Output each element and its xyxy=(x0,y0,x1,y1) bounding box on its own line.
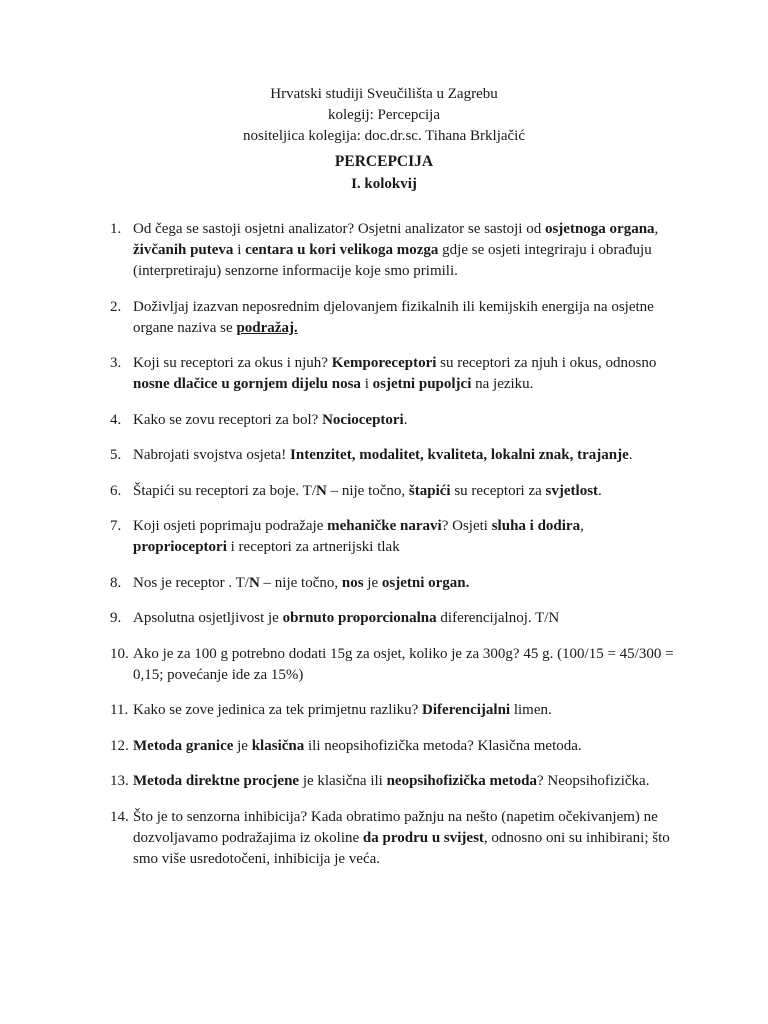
emphasized-text: nos xyxy=(341,574,364,591)
question-number: 1. xyxy=(110,221,122,237)
lecturer-line: nositeljica kolegija: doc.dr.sc. Tihana Brkljačić xyxy=(242,128,526,144)
text-segment: na jeziku. xyxy=(471,376,534,392)
text-segment: Nabrojati svojstva osjeta! xyxy=(133,447,291,463)
question-item xyxy=(0,644,768,686)
emphasized-text: osjetni organ. xyxy=(381,574,470,591)
emphasized-text: osjetni pupoljci xyxy=(372,376,472,392)
text-segment: – nije točno, xyxy=(326,482,409,499)
document-titles xyxy=(0,151,768,195)
emphasized-text: nosne dlačice u gornjem dijelu nosa xyxy=(133,376,361,392)
text-segment: – nije točno, xyxy=(259,574,342,591)
question-item xyxy=(0,297,768,339)
question-number: 11. xyxy=(110,702,129,718)
text-segment: limen. xyxy=(510,702,552,718)
question-text xyxy=(133,481,678,502)
text-segment: ? Osjeti xyxy=(441,518,492,534)
question-item xyxy=(0,410,768,431)
text-segment: Nos je receptor . T/ xyxy=(133,574,249,591)
text-segment: je xyxy=(233,737,252,754)
emphasized-text: N xyxy=(248,574,260,591)
emphasized-text: podražaj. xyxy=(236,319,298,336)
course-line: kolegij: Percepcija xyxy=(327,107,441,123)
question-number: 12. xyxy=(110,737,129,754)
text-segment: Od čega se sastoji osjetni analizator? Osjetni analizator se sastoji od xyxy=(133,221,545,237)
question-number: 2. xyxy=(110,298,122,315)
document-title: PERCEPCIJA xyxy=(334,153,434,170)
emphasized-text: centara u kori velikoga mozga xyxy=(245,242,439,258)
emphasized-text: da prodru u svijest xyxy=(362,829,484,846)
document-header xyxy=(0,84,768,147)
question-number: 8. xyxy=(110,574,122,591)
question-text xyxy=(133,516,678,558)
text-segment: i xyxy=(233,242,246,258)
text-segment: Koji su receptori za okus i njuh? xyxy=(133,355,332,371)
question-text xyxy=(133,297,678,339)
text-segment: je klasična ili xyxy=(299,773,387,789)
text-segment: Što je to senzorna inhibicija? Kada obratimo pažnju na nešto (napetim očekivanjem) ne dozvoljavamo podražajima iz okoline xyxy=(133,808,658,846)
question-number: 4. xyxy=(110,411,122,428)
question-text xyxy=(133,700,678,721)
question-text xyxy=(133,608,678,629)
text-segment: , odnosno oni su inhibirani; što smo više usredotočeni, inhibicija je veća. xyxy=(133,829,670,867)
question-text xyxy=(133,353,678,395)
text-segment: je xyxy=(363,574,382,591)
emphasized-text: neopsihofizička metoda xyxy=(386,773,537,789)
question-number: 5. xyxy=(110,447,122,463)
emphasized-text: Metoda direktne procjene xyxy=(133,773,300,789)
emphasized-text: proprioceptori xyxy=(133,539,227,555)
question-item xyxy=(0,481,768,502)
question-item xyxy=(0,219,768,282)
text-segment: Kako se zovu receptori za bol? xyxy=(133,411,323,428)
question-number: 9. xyxy=(110,610,122,626)
text-segment: , xyxy=(580,518,584,534)
text-segment: gdje se osjeti integriraju i obrađuju (interpretiraju) senzorne informacije koje smo primili. xyxy=(133,242,652,279)
emphasized-text: osjetnoga organa xyxy=(544,221,655,237)
question-text xyxy=(133,771,678,792)
text-segment: Doživljaj izazvan neposrednim djelovanjem fizikalnih ili kemijskih energija na osjetne organe naziva se xyxy=(133,298,654,336)
emphasized-text: Kemporeceptori xyxy=(331,355,437,371)
text-segment: Štapići su receptori za boje. T/ xyxy=(133,482,316,499)
text-segment: . xyxy=(628,447,633,463)
emphasized-text: Diferencijalni xyxy=(422,702,511,718)
emphasized-text: sluha i dodira xyxy=(491,518,581,534)
text-segment: i xyxy=(360,376,373,392)
emphasized-text: Intenzitet, modalitet, kvaliteta, lokalni znak, trajanje xyxy=(290,447,629,463)
emphasized-text: mehaničke naravi xyxy=(327,518,442,534)
question-number: 7. xyxy=(110,518,122,534)
emphasized-text: klasična xyxy=(251,737,305,754)
question-number: 14. xyxy=(110,808,129,825)
question-number: 6. xyxy=(110,482,122,499)
text-segment: Ako je za 100 g potrebno dodati 15g za osjet, koliko je za 300g? 45 g. (100/15 = 45/300 = 0,15; povećanje ide za 15%) xyxy=(133,645,674,683)
text-segment: Apsolutna osjetljivost je xyxy=(133,610,283,626)
text-segment: . xyxy=(598,482,602,499)
text-segment: i receptori za artnerijski tlak xyxy=(226,539,400,555)
question-item xyxy=(0,445,768,466)
question-item xyxy=(0,608,768,629)
emphasized-text: Metoda granice xyxy=(133,737,234,754)
question-number: 10. xyxy=(110,645,129,662)
emphasized-text: svjetlost xyxy=(545,482,599,499)
question-item xyxy=(0,700,768,721)
emphasized-text: N xyxy=(316,482,327,499)
question-text xyxy=(133,445,678,466)
question-item xyxy=(0,573,768,594)
text-segment: . xyxy=(403,411,408,428)
emphasized-text: obrnuto proporcionalna xyxy=(282,610,437,626)
text-segment: ili neopsihofizička metoda? Klasična metoda. xyxy=(304,737,582,754)
text-segment: Kako se zove jedinica za tek primjetnu razliku? xyxy=(133,702,423,718)
emphasized-text: živčanih puteva xyxy=(133,242,234,258)
question-text xyxy=(133,410,678,431)
question-text xyxy=(133,807,678,870)
question-text xyxy=(133,573,678,594)
question-number: 3. xyxy=(110,355,122,371)
question-item xyxy=(0,771,768,792)
question-item xyxy=(0,807,768,870)
institution-line: Hrvatski studiji Sveučilišta u Zagrebu xyxy=(270,86,498,102)
question-number: 13. xyxy=(110,773,129,789)
text-segment: Koji osjeti poprimaju podražaje xyxy=(133,518,328,534)
question-text xyxy=(133,219,678,282)
question-list xyxy=(0,219,768,884)
text-segment: ? Neopsihofizička. xyxy=(537,773,650,789)
emphasized-text: štapići xyxy=(408,482,451,499)
text-segment: diferencijalnoj. T/N xyxy=(436,610,560,626)
text-segment: su receptori za njuh i okus, odnosno xyxy=(436,355,657,371)
question-item xyxy=(0,353,768,395)
text-segment: su receptori za xyxy=(450,482,546,499)
question-text xyxy=(133,736,678,757)
question-item xyxy=(0,736,768,757)
text-segment: , xyxy=(654,221,659,237)
question-text xyxy=(133,644,678,686)
document-subtitle: I. kolokvij xyxy=(351,176,417,192)
question-item xyxy=(0,516,768,558)
emphasized-text: Nocioceptori xyxy=(322,411,404,428)
